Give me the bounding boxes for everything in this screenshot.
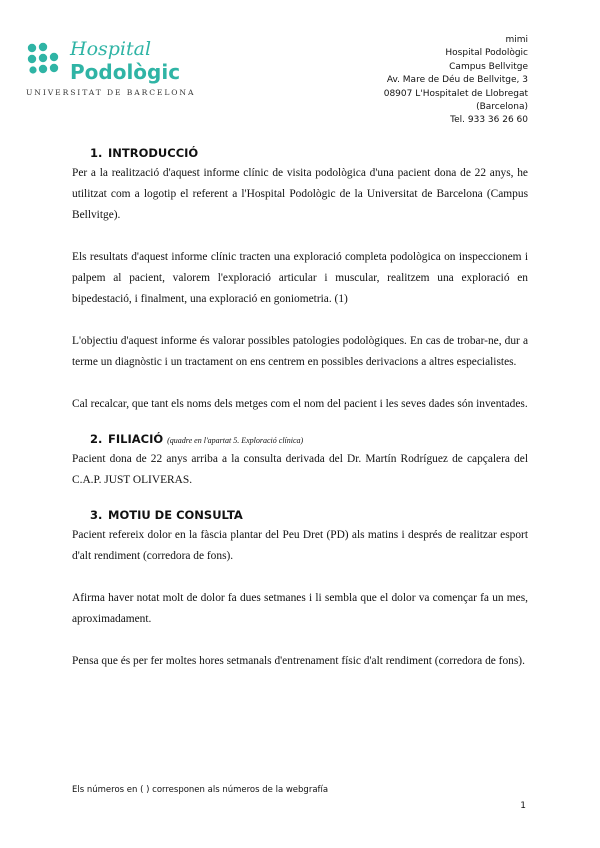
header-line-author: mimi	[505, 35, 528, 45]
section-heading-filiacio	[72, 429, 528, 449]
paragraph: L'objectiu d'aquest informe és valorar possibles patologies podològiques. En cas de trobar-ne, dur a terme un diagnòstic i un tractament on ens centrem en possibles derivacions a altres especialistes.	[72, 335, 528, 368]
paragraph: Pacient refereix dolor en la fàscia plantar del Peu Dret (PD) als matins i després de realitzar esport d'alt rendiment (corredora de fons).	[72, 529, 528, 562]
paragraph: Els resultats d'aquest informe clínic tracten una exploració completa podològica on inspeccionem i palpem al pacient, valorem l'exploració articular i muscular, realitzem una exploració en bipedestació, i finalment, una exploració en goniometria. (1)	[72, 251, 528, 305]
header-line-phone: Tel. 933 36 26 60	[450, 115, 528, 126]
section-note: (quadre en l'apartat 5. Exploració clínica)	[167, 436, 304, 445]
hospital-logo	[24, 38, 224, 100]
paragraph: Pensa que és per fer moltes hores setmanals d'entrenament físic d'alt rendiment (corredora de fons).	[72, 655, 525, 667]
paragraph: Pacient dona de 22 anys arriba a la consulta derivada del Dr. Martín Rodríguez de capçalera del C.A.P. JUST OLIVERAS.	[72, 453, 528, 486]
section-title: INTRODUCCIÓ	[108, 146, 199, 160]
footnote: Els números en ( ) corresponen als números de la webgrafía	[72, 785, 329, 795]
header-line-street: Av. Mare de Déu de Bellvitge, 3	[386, 75, 528, 86]
section-number: 3.	[90, 508, 103, 522]
paragraph: Per a la realització d'aquest informe clínic de visita podològica d'una pacient dona de 22 anys, he utilitzat com a logotip el referent a l'Hospital Podològic de la Universitat de Barcelona (Campus Bellvitge).	[72, 167, 528, 221]
document-body	[72, 143, 528, 672]
header-line-campus: Campus Bellvitge	[449, 61, 528, 72]
header-line-hospital: Hospital Podològic	[445, 48, 528, 59]
header-line-region: (Barcelona)	[476, 102, 528, 113]
header-address	[384, 34, 528, 128]
section-heading-introduccio	[72, 143, 528, 163]
section-number: 1.	[90, 146, 103, 160]
hospital-logo-icon	[24, 40, 64, 80]
logo-subtitle: UNIVERSITAT DE BARCELONA	[26, 88, 196, 97]
header-line-city: 08907 L'Hospitalet de Llobregat	[383, 88, 528, 99]
section-title: MOTIU DE CONSULTA	[108, 508, 243, 522]
paragraph: Afirma haver notat molt de dolor fa dues setmanes i li sembla que el dolor va començar fa un mes, aproximadament.	[72, 592, 528, 625]
logo-name-line1: Hospital	[70, 38, 152, 60]
logo-name-line2: Podològic	[70, 60, 181, 84]
section-heading-motiu-consulta	[72, 505, 528, 525]
section-number: 2.	[90, 432, 103, 446]
page-number: 1	[520, 801, 526, 811]
paragraph: Cal recalcar, que tant els noms dels metges com el nom del pacient i les seves dades són inventades.	[72, 398, 528, 410]
section-title: FILIACIÓ	[108, 432, 164, 446]
